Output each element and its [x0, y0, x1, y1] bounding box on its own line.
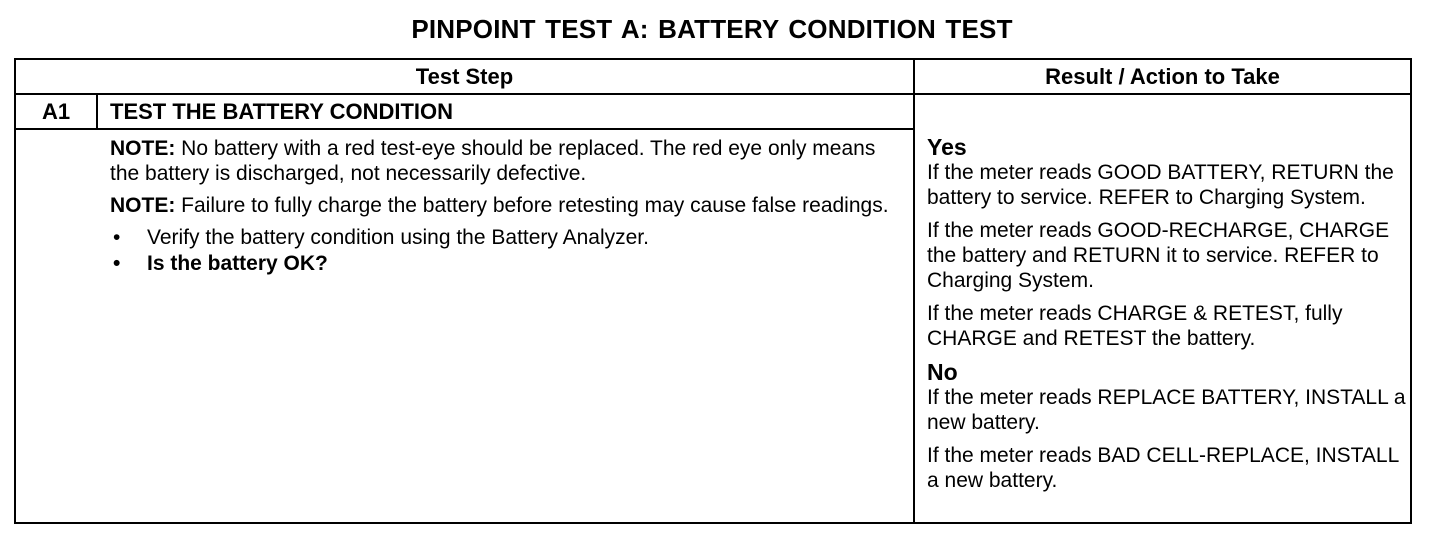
list-item	[110, 225, 900, 251]
note-1-text: No battery with a red test-eye should be replaced. The red eye only means the battery is discharged, not necessarily defective.	[110, 137, 876, 185]
note-1	[110, 136, 900, 186]
yes-item: If the meter reads CHARGE & RETEST, fully CHARGE and RETEST the battery.	[927, 302, 1343, 350]
step-body	[110, 136, 900, 277]
yes-item: If the meter reads GOOD-RECHARGE, CHARGE the battery and RETURN it to service. REFER to Charging System.	[927, 219, 1390, 292]
step-id: A1	[41, 99, 71, 124]
no-item: If the meter reads REPLACE BATTERY, INSTALL a new battery.	[927, 386, 1406, 434]
step-bullets	[110, 225, 900, 277]
yes-heading: Yes	[927, 134, 967, 160]
bullet-icon: •	[113, 252, 121, 275]
note-2-text: Failure to fully charge the battery before retesting may cause false readings.	[175, 194, 889, 217]
test-step-header: Test Step	[415, 64, 514, 89]
yes-item: If the meter reads GOOD BATTERY, RETURN the battery to service. REFER to Charging System.	[927, 161, 1394, 209]
no-item: If the meter reads BAD CELL-REPLACE, INSTALL a new battery.	[927, 444, 1399, 492]
note-2-label: NOTE:	[110, 194, 176, 217]
bullet-text: Verify the battery condition using the Battery Analyzer.	[147, 226, 649, 249]
no-heading: No	[927, 359, 958, 385]
step-id-divider	[96, 95, 98, 129]
page-title: PINPOINT TEST A: BATTERY CONDITION TEST	[411, 14, 1013, 44]
note-2	[110, 193, 900, 218]
list-item	[110, 251, 900, 277]
step-title: TEST THE BATTERY CONDITION	[110, 99, 454, 124]
pinpoint-test-table	[14, 58, 1412, 524]
bullet-icon: •	[113, 226, 121, 249]
note-1-label: NOTE:	[110, 137, 176, 160]
result-header: Result / Action to Take	[1045, 64, 1280, 89]
result-column	[927, 134, 1407, 501]
bullet-question: Is the battery OK?	[147, 252, 328, 275]
column-divider	[913, 60, 915, 522]
